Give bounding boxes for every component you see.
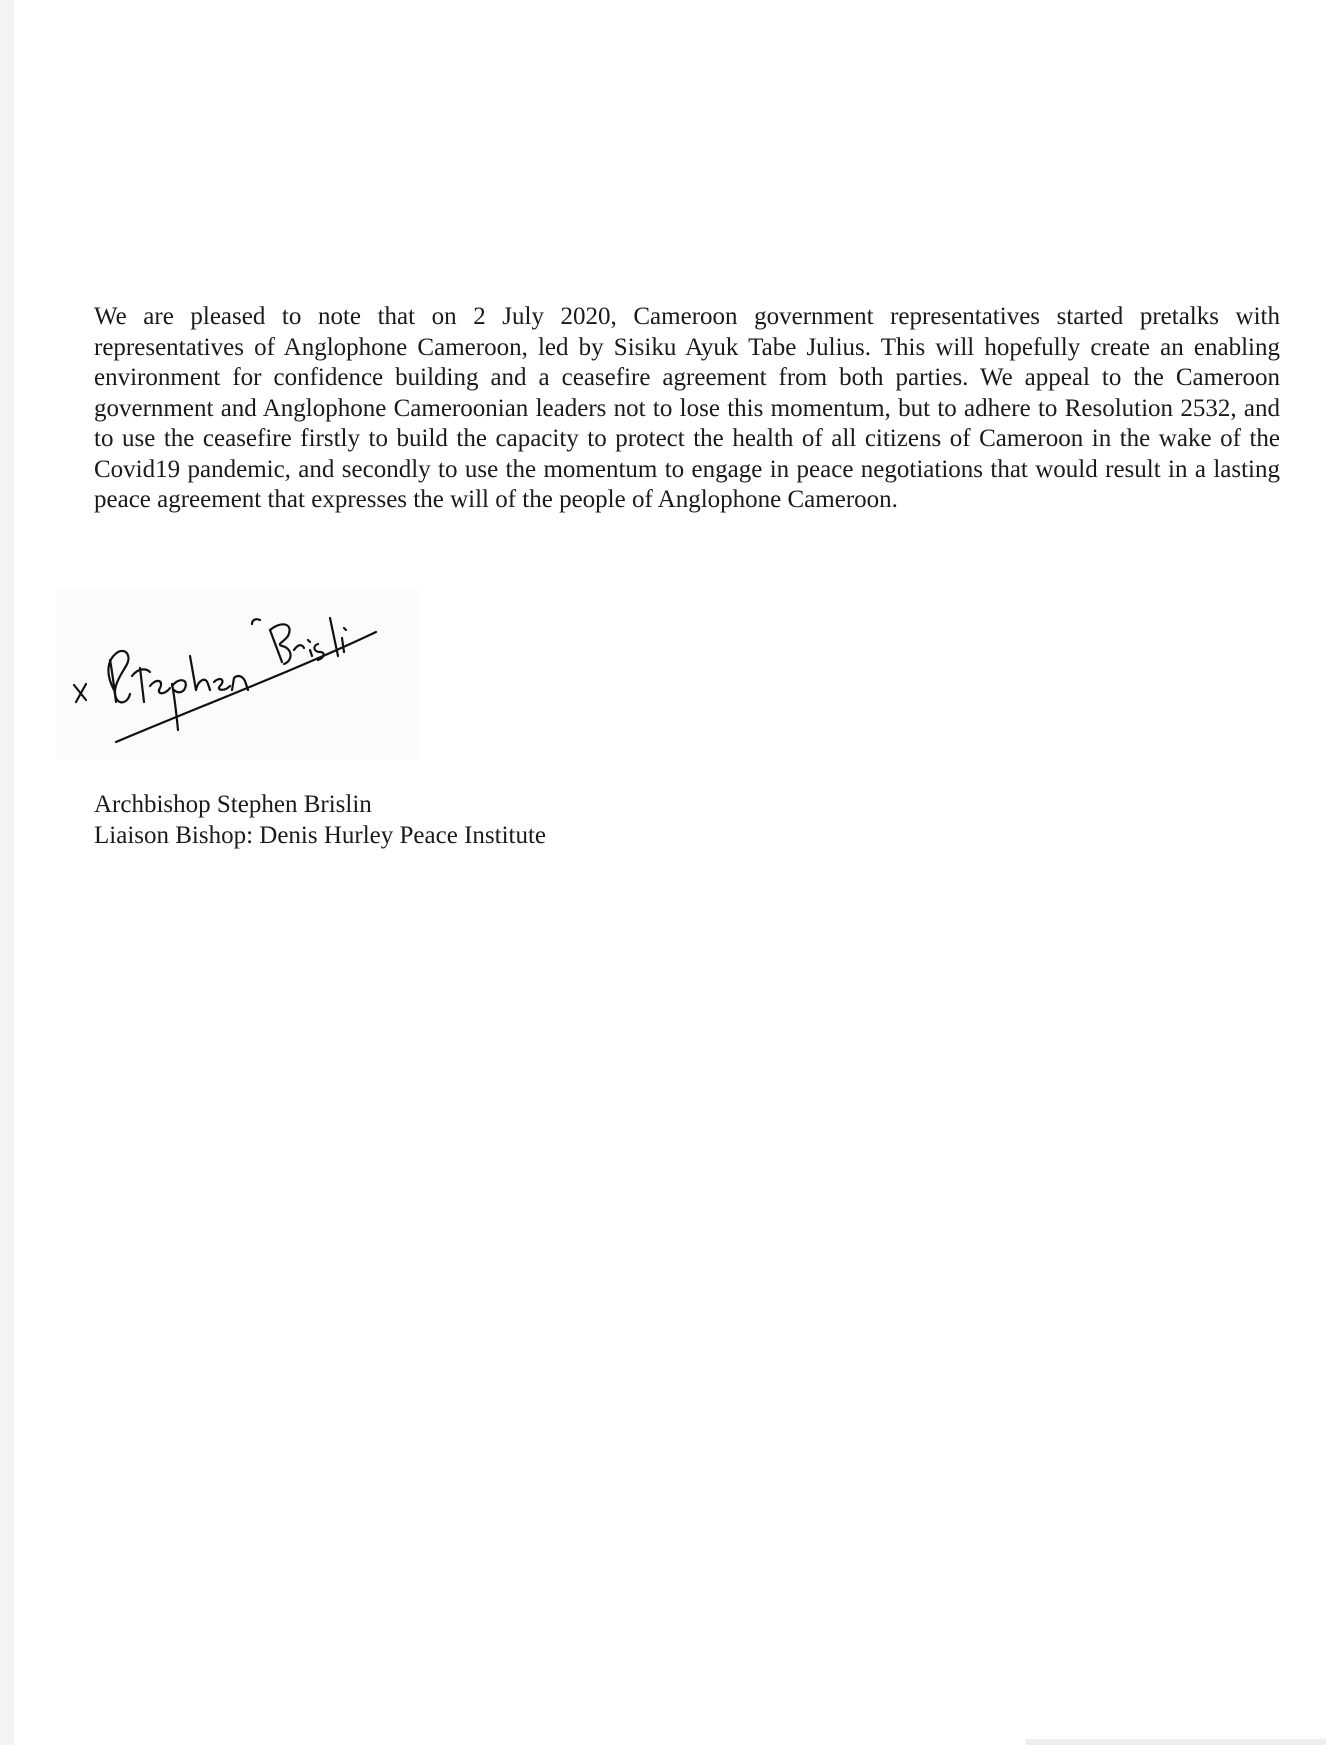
body-paragraph: We are pleased to note that on 2 July 2020, Cameroon government representatives started pretalks with representatives of Anglophone Cameroon, led by Sisiku Ayuk Tabe Julius. This will hopefully create an enabling environment for confidence building and a ceasefire agreement from both parties. We appeal to the Cameroon government and Anglophone Cameroonian leaders not to lose this momentum, but to adhere to Resolution 2532, and to use the ceasefire firstly to build the capacity to protect the health of all citizens of Cameroon in the wake of the Covid19 pandemic, and secondly to use the momentum to engage in peace negotiations that would result in a lasting peace agreement that expresses the will of the people of Anglophone Cameroon. xyxy=(94,303,1280,513)
page-corner-shade xyxy=(1026,1739,1326,1745)
handwritten-signature xyxy=(56,590,420,760)
document-page xyxy=(14,0,1326,1745)
signatory-name: Archbishop Stephen Brislin xyxy=(94,791,372,818)
signatory-title: Liaison Bishop: Denis Hurley Peace Institute xyxy=(94,821,547,849)
signature-block xyxy=(94,790,546,851)
